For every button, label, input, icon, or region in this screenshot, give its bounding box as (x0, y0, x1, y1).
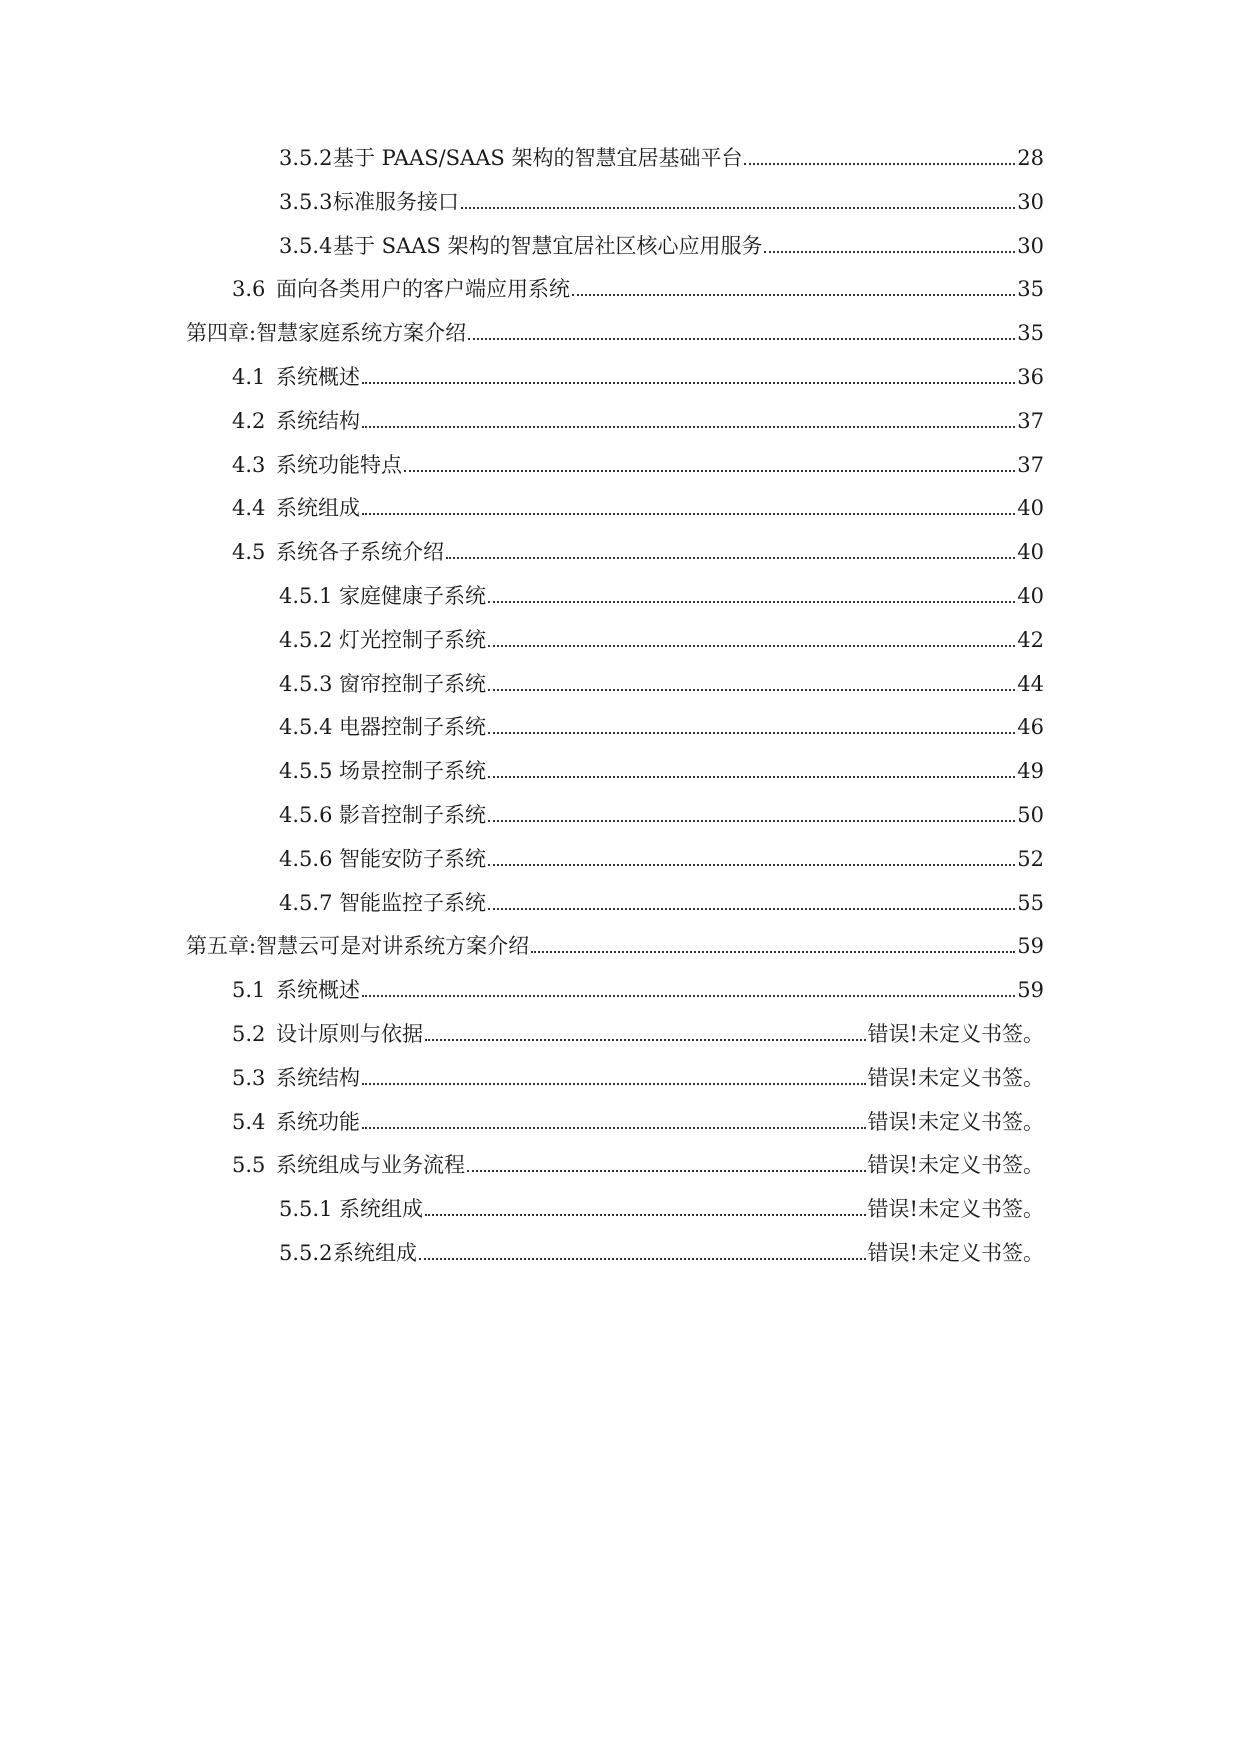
toc-entry[interactable] (279, 132, 1044, 172)
toc-entry-title: 基于 PAAS/SAAS 架构的智慧宜居基础平台 (333, 146, 743, 170)
toc-entry[interactable] (232, 526, 1044, 566)
dot-leader (362, 382, 1015, 384)
toc-entry[interactable] (279, 877, 1044, 917)
toc-entry-number: 4.5 (232, 540, 266, 564)
toc-entry-number: 4.3 (232, 453, 266, 477)
toc-entry[interactable] (279, 176, 1044, 216)
dot-leader (425, 1039, 866, 1041)
toc-entry-title: 影音控制子系统 (339, 803, 486, 827)
toc-entry[interactable] (279, 789, 1044, 829)
toc-entry[interactable] (279, 745, 1044, 785)
toc-entry-page-number: 42 (1017, 628, 1044, 652)
toc-entry-title: 第五章:智慧云可是对讲系统方案介绍 (186, 934, 530, 958)
dot-leader (362, 1083, 866, 1085)
toc-entry[interactable] (279, 614, 1044, 654)
toc-entry-title: 基于 SAAS 架构的智慧宜居社区核心应用服务 (333, 234, 763, 258)
toc-entry-number: 4.5.1 (279, 584, 333, 608)
toc-entry[interactable] (279, 1183, 1044, 1223)
dot-leader (488, 601, 1015, 603)
toc-entry-page-number: 52 (1017, 847, 1044, 871)
toc-entry[interactable] (232, 1052, 1044, 1092)
toc-entry-title: 系统结构 (276, 409, 360, 433)
dot-leader (488, 908, 1015, 910)
dot-leader (362, 426, 1015, 428)
toc-entry-number: 4.5.3 (279, 672, 333, 696)
toc-entry-number: 3.5.3 (279, 190, 333, 214)
toc-entry-title: 设计原则与依据 (276, 1022, 423, 1046)
toc-entry[interactable] (232, 482, 1044, 522)
dot-leader (362, 1127, 866, 1129)
toc-entry-page-number: 49 (1017, 759, 1044, 783)
toc-entry-number: 3.6 (232, 277, 266, 301)
toc-entry-page-number: 59 (1017, 978, 1044, 1002)
dot-leader (764, 251, 1015, 253)
toc-entry-page-number: 59 (1017, 934, 1044, 958)
toc-entry[interactable] (279, 1227, 1044, 1267)
dot-leader (446, 557, 1015, 559)
toc-entry-number: 4.5.7 (279, 891, 333, 915)
toc-entry-number: 4.5.6 (279, 847, 333, 871)
toc-entry-page-number: 错误!未定义书签。 (867, 1153, 1044, 1177)
toc-entry[interactable] (232, 1096, 1044, 1136)
toc-entry-page-number: 37 (1017, 453, 1044, 477)
dot-leader (488, 645, 1015, 647)
toc-entry-page-number: 40 (1017, 584, 1044, 608)
toc-entry-number: 5.3 (232, 1066, 266, 1090)
dot-leader (488, 776, 1015, 778)
toc-entry-number: 5.5.2 (279, 1241, 333, 1265)
toc-entry-number: 3.5.2 (279, 146, 333, 170)
toc-entry-number: 5.5.1 (279, 1197, 333, 1221)
toc-entry[interactable] (279, 833, 1044, 873)
toc-entry-number: 4.4 (232, 496, 266, 520)
toc-entry-number: 5.5 (232, 1153, 266, 1177)
toc-entry-page-number: 40 (1017, 496, 1044, 520)
dot-leader (572, 294, 1015, 296)
toc-entry-title: 面向各类用户的客户端应用系统 (276, 277, 570, 301)
toc-entry-page-number: 错误!未定义书签。 (867, 1022, 1044, 1046)
toc-entry[interactable] (232, 263, 1044, 303)
toc-entry-page-number: 37 (1017, 409, 1044, 433)
toc-entry-title: 电器控制子系统 (339, 715, 486, 739)
dot-leader (362, 995, 1015, 997)
toc-entry-page-number: 44 (1017, 672, 1044, 696)
toc-entry-page-number: 35 (1017, 321, 1044, 345)
dot-leader (419, 1258, 866, 1260)
toc-entry-page-number: 错误!未定义书签。 (867, 1110, 1044, 1134)
toc-entry-title: 智能安防子系统 (339, 847, 486, 871)
dot-leader (425, 1214, 866, 1216)
toc-entry-number: 4.5.2 (279, 628, 333, 652)
toc-entry-title: 系统各子系统介绍 (276, 540, 444, 564)
dot-leader (467, 1170, 866, 1172)
toc-entry[interactable] (232, 1008, 1044, 1048)
toc-entry-title: 家庭健康子系统 (339, 584, 486, 608)
toc-entry-page-number: 28 (1017, 146, 1044, 170)
toc-entry-page-number: 错误!未定义书签。 (867, 1197, 1044, 1221)
toc-entry-number: 3.5.4 (279, 234, 333, 258)
toc-entry-page-number: 35 (1017, 277, 1044, 301)
toc-entry[interactable] (232, 964, 1044, 1004)
toc-entry-page-number: 30 (1017, 190, 1044, 214)
toc-entry-number: 4.2 (232, 409, 266, 433)
toc-entry-page-number: 36 (1017, 365, 1044, 389)
toc-entry-page-number: 46 (1017, 715, 1044, 739)
toc-entry-title: 系统功能特点 (276, 453, 402, 477)
dot-leader (468, 338, 1015, 340)
toc-entry-number: 5.2 (232, 1022, 266, 1046)
toc-entry-number: 4.1 (232, 365, 266, 389)
toc-entry[interactable] (279, 570, 1044, 610)
toc-entry-title: 灯光控制子系统 (339, 628, 486, 652)
toc-entry-page-number: 30 (1017, 234, 1044, 258)
toc-entry[interactable] (279, 701, 1044, 741)
dot-leader (744, 163, 1015, 165)
toc-entry-page-number: 错误!未定义书签。 (867, 1066, 1044, 1090)
toc-entry-page-number: 50 (1017, 803, 1044, 827)
toc-entry-title: 智能监控子系统 (339, 891, 486, 915)
toc-entry-title: 系统概述 (276, 978, 360, 1002)
toc-entry-title: 第四章:智慧家庭系统方案介绍 (186, 321, 467, 345)
toc-entry[interactable] (279, 220, 1044, 260)
toc-entry-title: 标准服务接口 (333, 190, 459, 214)
dot-leader (531, 951, 1015, 953)
dot-leader (488, 820, 1015, 822)
toc-entry-title: 系统功能 (276, 1110, 360, 1134)
toc-entry[interactable] (232, 1139, 1044, 1179)
toc-entry-title: 系统组成与业务流程 (276, 1153, 465, 1177)
dot-leader (488, 732, 1015, 734)
toc-entry-number: 5.4 (232, 1110, 266, 1134)
toc-entry[interactable] (232, 395, 1044, 435)
toc-entry-page-number: 55 (1017, 891, 1044, 915)
toc-entry-title: 窗帘控制子系统 (339, 672, 486, 696)
toc-entry-title: 系统组成 (276, 496, 360, 520)
toc-entry-number: 4.5.4 (279, 715, 333, 739)
toc-entry-title: 场景控制子系统 (339, 759, 486, 783)
dot-leader (488, 864, 1015, 866)
toc-entry-page-number: 错误!未定义书签。 (867, 1241, 1044, 1265)
toc-entry-number: 5.1 (232, 978, 266, 1002)
toc-entry[interactable] (232, 351, 1044, 391)
dot-leader (461, 207, 1015, 209)
toc-entry-number: 4.5.5 (279, 759, 333, 783)
toc-entry[interactable] (279, 658, 1044, 698)
dot-leader (404, 470, 1015, 472)
toc-entry-title: 系统组成 (339, 1197, 423, 1221)
toc-entry[interactable] (186, 920, 1044, 960)
dot-leader (488, 689, 1015, 691)
toc-entry[interactable] (186, 307, 1044, 347)
toc-entry-title: 系统概述 (276, 365, 360, 389)
toc-entry[interactable] (232, 439, 1044, 479)
toc-entry-title: 系统结构 (276, 1066, 360, 1090)
toc-entry-title: 系统组成 (333, 1241, 417, 1265)
dot-leader (362, 513, 1015, 515)
toc-entry-page-number: 40 (1017, 540, 1044, 564)
toc-entry-number: 4.5.6 (279, 803, 333, 827)
